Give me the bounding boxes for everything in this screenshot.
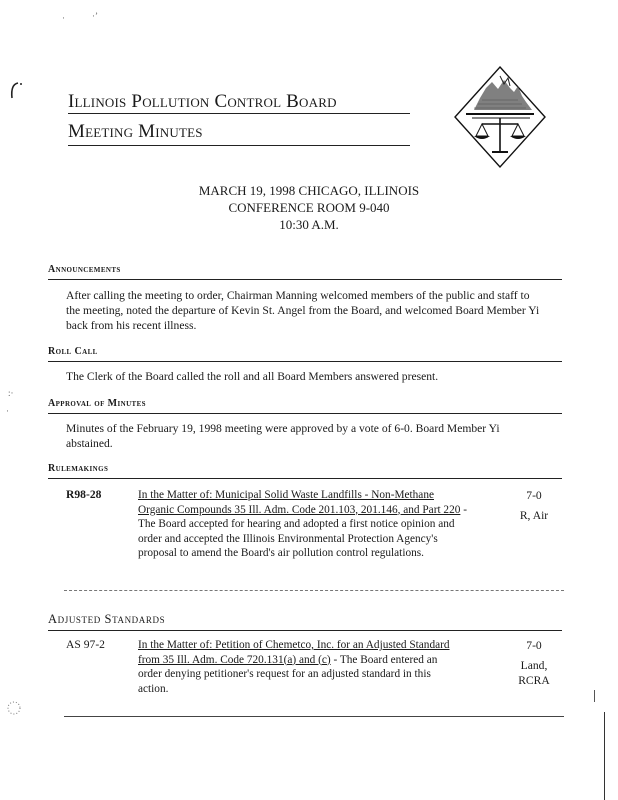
approval-heading: Approval of Minutes	[48, 398, 146, 409]
section-rule	[48, 279, 562, 280]
scan-speck: ·	[62, 13, 65, 23]
roll-call-text: The Clerk of the Board called the roll and all Board Members answered present.	[66, 370, 439, 383]
announcements-text: After calling the meeting to order, Chairman Manning welcomed members of the public and staff to the meeting, noted the departure of Kevin St. Angel from the Board, and welcomed Board Member Yi back from his recent illness.	[66, 289, 540, 332]
case-description	[138, 638, 464, 696]
roll-call-heading: Roll Call	[48, 346, 98, 357]
meeting-room: CONFERENCE ROOM 9-040	[228, 200, 390, 215]
title-rule	[68, 145, 410, 146]
case-category-line1: Land,	[520, 659, 548, 672]
meeting-time: 10:30 A.M.	[279, 217, 339, 232]
section-rule	[48, 361, 562, 362]
approval-text: Minutes of the February 19, 1998 meeting were approved by a vote of 6-0. Board Member Yi abstained.	[66, 422, 500, 450]
scan-edge-line	[594, 690, 595, 702]
vote-count: 7-0	[526, 489, 542, 502]
case-description	[138, 488, 468, 561]
adjusted-standards-heading: Adjusted Standards	[48, 612, 166, 626]
scan-speckle	[4, 698, 24, 718]
section-rule	[48, 478, 562, 479]
scan-mark	[6, 80, 26, 102]
section-rule	[48, 630, 562, 631]
document-title: Meeting Minutes	[68, 121, 203, 142]
scales-of-justice-logo-icon	[452, 64, 548, 170]
section-rule	[48, 413, 562, 414]
scan-speck: :·	[8, 388, 14, 398]
case-summary: - The Board entered an order denying petitioner's request for an adjusted standard in this action.	[138, 653, 438, 695]
title-rule	[68, 113, 410, 114]
case-number: R98-28	[66, 488, 102, 501]
announcements-heading: Announcements	[48, 264, 121, 275]
meeting-date-location: MARCH 19, 1998 CHICAGO, ILLINOIS	[198, 183, 420, 198]
rulemakings-heading: Rulemakings	[48, 463, 109, 474]
scan-speck: ·’	[92, 11, 98, 21]
item-divider	[64, 716, 564, 717]
case-summary: - The Board accepted for hearing and adopted a first notice opinion and order and accepted the Illinois Environmental Protection Agency's proposal to amend the Board's air pollution control regulations.	[138, 503, 467, 559]
scan-edge-line	[604, 712, 605, 800]
vote-count: 7-0	[526, 639, 542, 652]
case-title-link[interactable]: In the Matter of: Petition of Chemetco, Inc. for an Adjusted Standard from 35 Ill. Adm. Code 720.131(a) and (c)	[138, 639, 450, 666]
case-number: AS 97-2	[66, 638, 105, 651]
case-category-line2: RCRA	[518, 674, 550, 687]
case-title-link[interactable]: In the Matter of: Municipal Solid Waste Landfills - Non-Methane Organic Compounds 35 Ill. Adm. Code 201.103, 201.146, and Part 220	[138, 489, 461, 516]
scan-speck: ·	[6, 406, 9, 416]
item-divider	[64, 590, 564, 591]
board-title: Illinois Pollution Control Board	[68, 91, 337, 112]
case-category: R, Air	[519, 509, 549, 522]
